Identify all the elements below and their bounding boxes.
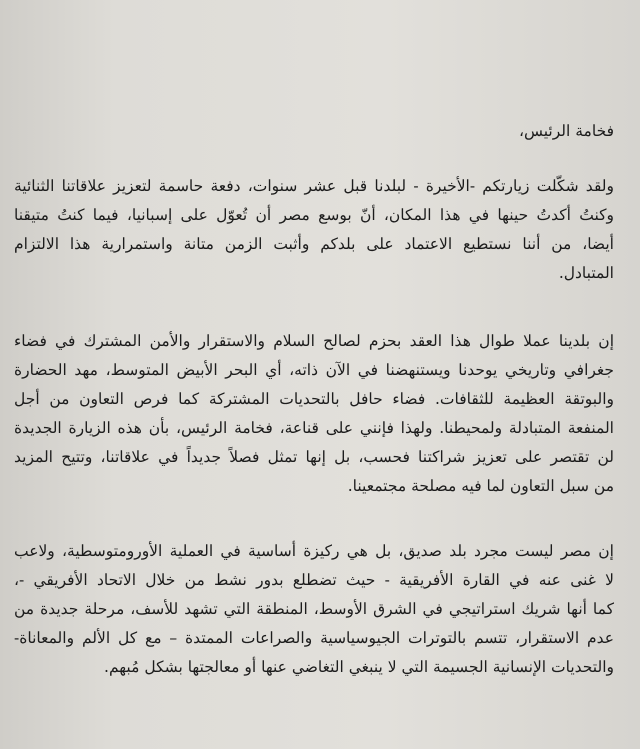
text-line: أيضا، من أننا نستطيع الاعتماد على بلدكم وأثبت الزمن متانة واستمرارية هذا الالتزام (14, 235, 614, 253)
text-line: جغرافي وتاريخي يوحدنا ويستنهضنا في الآن ذاته، أي البحر الأبيض المتوسط، مهد الحضارة (14, 361, 614, 379)
text-line: كما أنها شريك استراتيجي في الشرق الأوسط، المنطقة التي تشهد للأسف، مرحلة جديدة من (14, 600, 614, 618)
text-line: إن بلدينا عملا طوال هذا العقد بحزم لصالح السلام والاستقرار والأمن المشترك في فضاء (14, 332, 614, 350)
paragraph (14, 537, 614, 682)
text-line: وكنتُ أكدتُ حينها في هذا المكان، أنّ بوسع مصر أن تُعوّل على إسبانيا، فيما كنتُ متيقنا (14, 206, 614, 224)
text-line: ولقد شكّلت زيارتكم -الأخيرة - لبلدنا قبل عشر سنوات، دفعة حاسمة لتعزيز علاقاتنا الثنائية (14, 177, 614, 195)
text-line: إن مصر ليست مجرد بلد صديق، بل هي ركيزة أساسية في العملية الأورومتوسطية، ولاعب (14, 542, 614, 560)
text-line: المتبادل. (558, 264, 614, 282)
text-line: والبوتقة العظيمة للثقافات. فضاء حافل بالتحديات المشتركة كما فرص التعاون من أجل (14, 390, 614, 408)
text-line: المنفعة المتبادلة ولمحيطنا. ولهذا فإنني على قناعة، فخامة الرئيس، بأن هذه الزيارة الجديدة (14, 419, 614, 437)
paragraph (14, 327, 614, 501)
salutation: فخامة الرئيس، (518, 122, 614, 140)
paragraph (14, 172, 614, 288)
text-line: عدم الاستقرار، تتسم بالتوترات الجيوسياسية والصراعات الممتدة – مع كل الألم والمعاناة- (14, 629, 614, 647)
text-line: والتحديات الإنسانية الجسيمة التي لا ينبغي التغاضي عنها أو معالجتها بشكل مُبهم. (104, 658, 614, 676)
text-line: لن تقتصر على تعزيز شراكتنا فحسب، بل إنها تمثل فصلاً جديداً في علاقاتنا، وتتيح المزيد (14, 448, 614, 466)
text-line: من سبل التعاون لما فيه مصلحة مجتمعينا. (347, 477, 614, 495)
text-line: لا غنى عنه في القارة الأفريقية - حيث تضطلع بدور نشط من خلال الاتحاد الأفريقي -، (14, 571, 614, 589)
